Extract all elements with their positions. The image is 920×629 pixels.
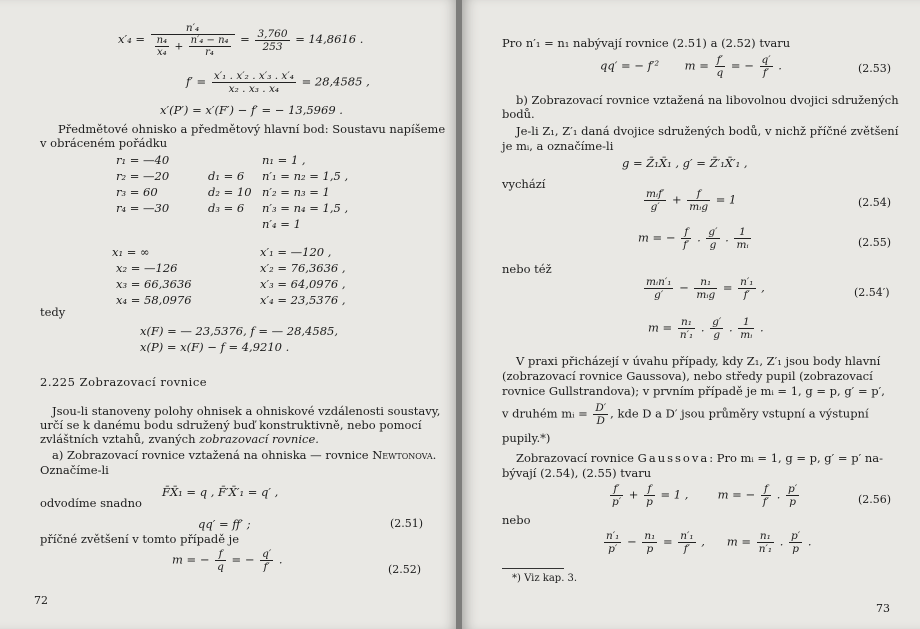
equation-newton: qq′ = ff′ ; (198, 517, 251, 531)
equation-number: (2.54) (858, 196, 892, 209)
equation-f-prime: f′ = $\frac{\text{x′₁ . x′₂ . x′₃ . x′₄}}{\text{x₂ . x₃ . x₄}}$ = 28,4585 , (186, 70, 370, 95)
equation-xp: x(P) = x(F) − f = 4,9210 . (140, 340, 290, 354)
paragraph-line: Zobrazovací rovnice Gaussova: Pro mᵢ = 1, g = p, g′ = p′ na- (516, 451, 884, 465)
equation-g: g = Z̄₁X̄₁ , g′ = Z̄′₁X̄′₁ , (622, 156, 748, 170)
paragraph-line: v druhém mᵢ = $\frac{D'}{D}$ , kde D a D′ jsou průměry vstupní a výstupní (502, 402, 869, 427)
section-heading: 2.225 Zobrazovací rovnice (40, 375, 208, 389)
paragraph-line: vychází (502, 177, 546, 191)
table-x-prime: x′₁ = —120 , (260, 245, 332, 259)
page-number: 73 (876, 602, 890, 615)
equation-2-55: m = − $\frac{f}{f'}$ . $\frac{g'}{g}$ . $\frac{1}{\text{mᵢ}}$ (638, 226, 749, 251)
equation-xp-prime: x′(P′) = x′(F′) − f′ = − 13,5969 . (160, 103, 343, 117)
equation-number: (2.56) (858, 493, 892, 506)
table-index: n′₄ = 1 (262, 217, 301, 231)
equation-2-53: qq′ = − f′² m = $\frac{f'}{q}$ = − $\frac{q'}{f'}$ . (600, 54, 782, 79)
equation-xf: x(F) = — 23,5376, f = — 28,4585, (140, 324, 338, 338)
table-radius: r₄ = —30 (116, 201, 170, 215)
left-page (0, 0, 458, 629)
equation-magnification: m = − $\frac{f}{q}$ = − $\frac{q'}{f'}$ . (172, 548, 283, 573)
equation-gauss-index: $\frac{\text{n′₁}}{p'}$ − $\frac{\text{n₁}}{p}$ = $\frac{\text{n′₁}}{f'}$ , m = $\frac{\text{n₁}}{\text{n′₁}}$ . $\frac{p'}{p}$ . (606, 530, 812, 555)
footnote-rule (502, 568, 564, 569)
paragraph-line: nebo (502, 513, 531, 527)
page-number: 72 (34, 594, 48, 607)
equation-focal-distances: F̄X̄₁ = q , F̄′X̄′₁ = q′ , (162, 485, 279, 499)
footnote: *) Viz kap. 3. (512, 573, 578, 584)
table-radius: r₃ = 60 (116, 185, 158, 199)
paragraph-line: b) Zobrazovací rovnice vztažená na libovolnou dvojici sdružených (516, 93, 899, 107)
table-thickness: d₁ = 6 (208, 169, 245, 183)
equation-number: (2.55) (858, 236, 892, 249)
paragraph-line: V praxi přicházejí v úvahu případy, kdy Z₁, Z′₁ jsou body hlavní (516, 354, 881, 368)
table-x: x₁ = ∞ (112, 245, 150, 259)
paragraph-line: nebo též (502, 262, 552, 276)
paragraph-line: bodů. (502, 107, 535, 121)
equation-x4-prime: x′₄ = n′₄ $\frac{\text{n₄}}{\text{x₄}}$ + $\frac{\text{n′₄ − n₄}}{\text{r₄}}$ = $\frac{3,760}{253}$ = 14,8616 . (118, 22, 364, 58)
table-x-prime: x′₄ = 23,5376 , (260, 293, 346, 307)
paragraph-line: pupily.*) (502, 431, 551, 445)
right-page (462, 0, 920, 629)
paragraph-line: příčné zvětšení v tomto případě je (40, 532, 240, 546)
table-index: n′₁ = n₂ = 1,5 , (262, 169, 349, 183)
word-tedy: tedy (40, 305, 66, 319)
table-radius: r₁ = —40 (116, 153, 170, 167)
paragraph-line: zvláštních vztahů, zvaných zobrazovací rovnice. (40, 432, 319, 446)
paragraph-line: určí se k danému bodu sdružený buď konstruktivně, nebo pomocí (40, 418, 422, 432)
equation-number: (2.51) (390, 517, 424, 530)
paragraph-line: Je-li Z₁, Z′₁ daná dvojice sdružených bodů, v nichž příčné zvětšení (516, 124, 899, 138)
paragraph-line: Pro n′₁ = n₁ nabývají rovnice (2.51) a (2.52) tvaru (502, 36, 791, 50)
equation-number: (2.52) (388, 563, 422, 576)
equation-number: (2.53) (858, 62, 892, 75)
paragraph-line: v obráceném pořádku (40, 136, 168, 150)
table-index: n′₃ = n₄ = 1,5 , (262, 201, 349, 215)
paragraph-line: (zobrazovací rovnice Gaussova), nebo středy pupil (zobrazovací (502, 369, 873, 383)
equation-m-ratio: m = $\frac{\text{n₁}}{\text{n′₁}}$ . $\frac{g'}{g}$ . $\frac{1}{\text{mᵢ}}$ . (648, 316, 764, 341)
table-x: x₄ = 58,0976 (116, 293, 192, 307)
table-x-prime: x′₃ = 64,0976 , (260, 277, 346, 291)
equation-number: (2.54′) (854, 286, 890, 299)
table-thickness: d₂ = 10 (208, 185, 252, 199)
table-index: n₁ = 1 , (262, 153, 306, 167)
paragraph-line: Předmětové ohnisko a předmětový hlavní bod: Soustavu napíšeme (58, 122, 446, 136)
table-thickness: d₃ = 6 (208, 201, 245, 215)
table-radius: r₂ = —20 (116, 169, 170, 183)
table-x-prime: x′₂ = 76,3636 , (260, 261, 346, 275)
paragraph-line: odvodíme snadno (40, 496, 142, 510)
table-index: n′₂ = n₃ = 1 (262, 185, 330, 199)
table-x: x₂ = —126 (116, 261, 178, 275)
paragraph-line: je mᵢ, a označíme-li (502, 139, 614, 153)
paragraph-line: Jsou-li stanoveny polohy ohnisek a ohniskové vzdálenosti soustavy, (52, 404, 441, 418)
equation-2-56: $\frac{f'}{p'}$ + $\frac{f}{p}$ = 1 , m = − $\frac{f}{f'}$ . $\frac{p'}{p}$ (612, 483, 798, 508)
table-x: x₃ = 66,3636 (116, 277, 192, 291)
equation-2-54: $\frac{\text{mᵢf′}}{g'}$ + $\frac{f}{\text{mᵢg}}$ = 1 (646, 188, 737, 213)
paragraph-line: bývají (2.54), (2.55) tvaru (502, 466, 652, 480)
paragraph-line: rovnice Gullstrandova); v prvním případě je mᵢ = 1, g = p, g′ = p′, (502, 384, 885, 398)
equation-2-54-prime: $\frac{\text{mᵢn′₁}}{g'}$ − $\frac{\text{n₁}}{\text{mᵢg}}$ = $\frac{\text{n′₁}}{f'}$ , (646, 276, 765, 301)
paragraph-line: Označíme-li (40, 463, 109, 477)
paragraph-line: a) Zobrazovací rovnice vztažená na ohniska — rovnice Newtonova. (52, 448, 437, 462)
